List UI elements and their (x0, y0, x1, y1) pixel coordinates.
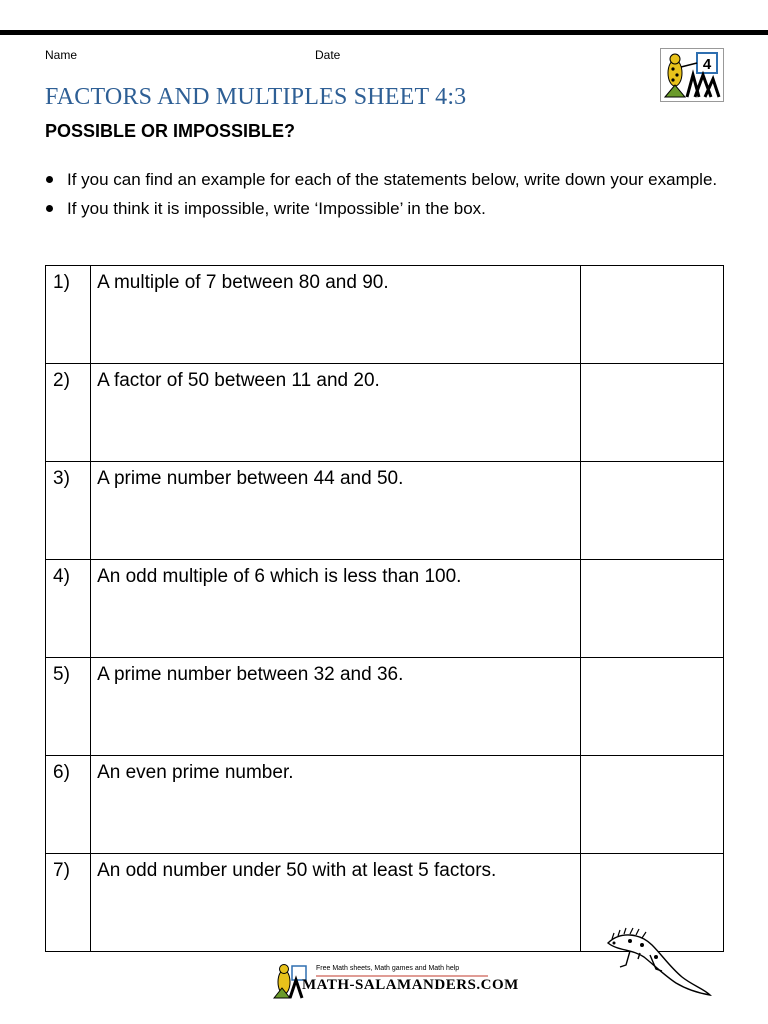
instruction-item: If you think it is impossible, write ‘Impossible’ in the box. (45, 194, 725, 223)
name-label: Name (45, 48, 78, 62)
question-number: 5) (46, 658, 91, 756)
question-number: 2) (46, 364, 91, 462)
question-text: A prime number between 32 and 36. (91, 658, 581, 756)
questions-table (45, 265, 724, 952)
top-rule (0, 30, 768, 35)
footer-tagline: Free Math sheets, Math games and Math help (316, 965, 460, 972)
instruction-item: If you can find an example for each of the statements below, write down your example. (45, 165, 725, 194)
answer-box[interactable] (580, 756, 723, 854)
question-text: A prime number between 44 and 50. (91, 462, 581, 560)
question-number: 3) (46, 462, 91, 560)
answer-box[interactable] (580, 658, 723, 756)
table-row (46, 364, 724, 462)
question-text: A factor of 50 between 11 and 20. (91, 364, 581, 462)
answer-box[interactable] (580, 266, 723, 364)
table-row (46, 462, 724, 560)
instructions-list (45, 165, 725, 223)
table-row (46, 658, 724, 756)
logo-digit: 4 (702, 56, 712, 73)
table-row (46, 756, 724, 854)
worksheet-title: FACTORS AND MULTIPLES SHEET 4:3 (45, 84, 467, 110)
grade-logo (660, 48, 724, 102)
answer-box[interactable] (580, 462, 723, 560)
date-label: Date (315, 48, 341, 62)
question-number: 7) (46, 854, 91, 952)
worksheet-subtitle: POSSIBLE OR IMPOSSIBLE? (45, 121, 296, 141)
question-text: An odd number under 50 with at least 5 factors. (91, 854, 581, 952)
footer-brand[interactable]: MATH-SALAMANDERS.COM (302, 977, 519, 993)
salamander-teacher-icon (661, 49, 723, 101)
table-row (46, 266, 724, 364)
question-text: An odd multiple of 6 which is less than 100. (91, 560, 581, 658)
question-number: 1) (46, 266, 91, 364)
table-row (46, 560, 724, 658)
question-number: 4) (46, 560, 91, 658)
question-text: An even prime number. (91, 756, 581, 854)
question-text: A multiple of 7 between 80 and 90. (91, 266, 581, 364)
question-number: 6) (46, 756, 91, 854)
salamander-icon (600, 925, 712, 1000)
answer-box[interactable] (580, 560, 723, 658)
answer-box[interactable] (580, 364, 723, 462)
